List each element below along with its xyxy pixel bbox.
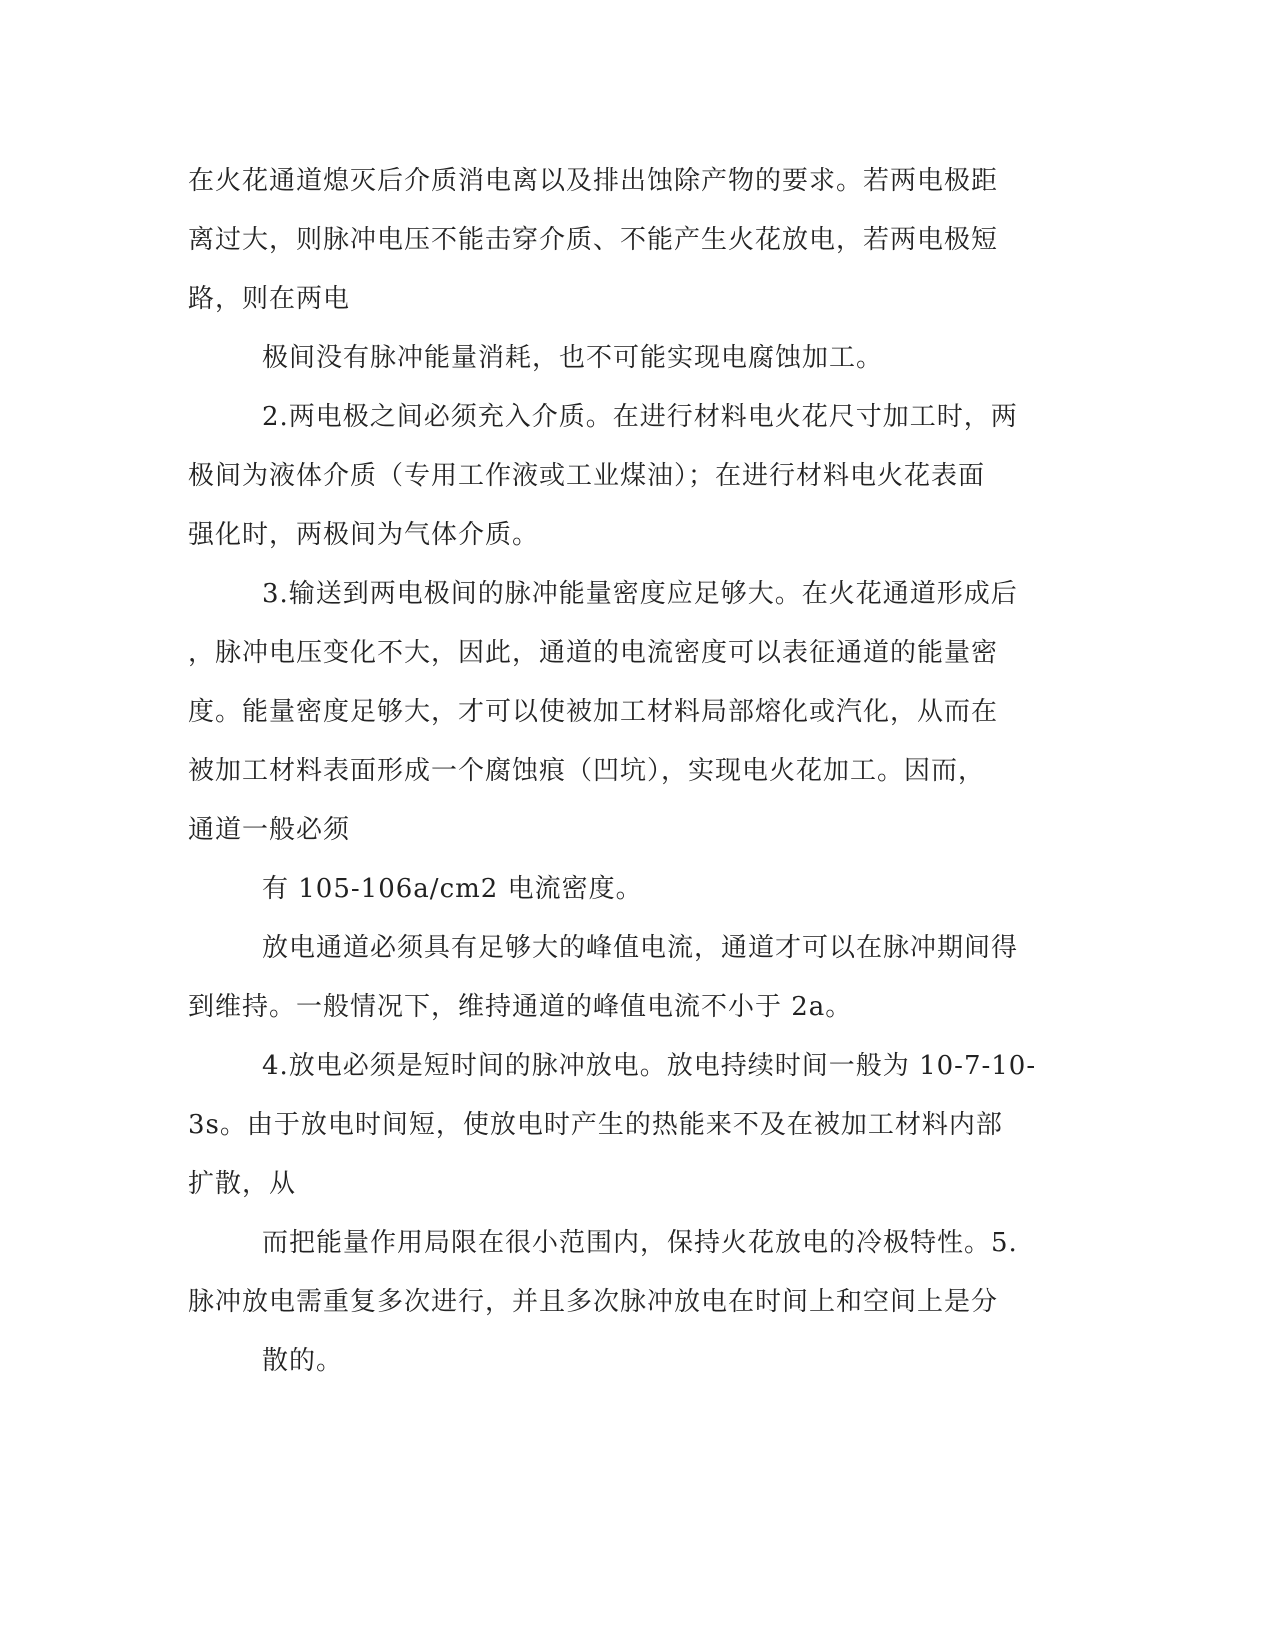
text-line: 放电通道必须具有足够大的峰值电流，通道才可以在脉冲期间得	[262, 933, 1019, 963]
text-line: 3.输送到两电极间的脉冲能量密度应足够大。在火花通道形成后	[262, 579, 1018, 609]
text-line: 散的。	[262, 1346, 344, 1376]
text-line: 2.两电极之间必须充入介质。在进行材料电火花尺寸加工时，两	[262, 402, 1018, 432]
text-line: 4.放电必须是短时间的脉冲放电。放电持续时间一般为 10-7-10-	[262, 1051, 1037, 1081]
text-line: 通道一般必须	[188, 815, 351, 845]
text-line: 被加工材料表面形成一个腐蚀痕（凹坑），实现电火花加工。因而，	[188, 756, 986, 786]
text-line: 极间为液体介质（专用工作液或工业煤油）；在进行材料电火花表面	[188, 461, 986, 491]
text-line: 扩散，从	[188, 1169, 297, 1199]
text-line: 到维持。一般情况下，维持通道的峰值电流不小于 2a。	[188, 992, 853, 1022]
text-line: 而把能量作用局限在很小范围内，保持火花放电的冷极特性。5.	[262, 1228, 1018, 1258]
text-line: 脉冲放电需重复多次进行，并且多次脉冲放电在时间上和空间上是分	[188, 1287, 999, 1317]
text-line: 在火花通道熄灭后介质消电离以及排出蚀除产物的要求。若两电极距	[188, 166, 999, 196]
text-line: ，脉冲电压变化不大，因此，通道的电流密度可以表征通道的能量密	[188, 638, 999, 668]
text-line: 强化时，两极间为气体介质。	[188, 520, 540, 550]
text-line: 离过大，则脉冲电压不能击穿介质、不能产生火花放电，若两电极短	[188, 225, 999, 255]
text-line: 3s。由于放电时间短，使放电时产生的热能来不及在被加工材料内部	[188, 1110, 1003, 1140]
text-line: 度。能量密度足够大，才可以使被加工材料局部熔化或汽化，从而在	[188, 697, 999, 727]
text-line: 极间没有脉冲能量消耗，也不可能实现电腐蚀加工。	[262, 343, 884, 373]
text-line: 有 105-106a/cm2 电流密度。	[262, 874, 643, 904]
text-line: 路，则在两电	[188, 284, 351, 314]
